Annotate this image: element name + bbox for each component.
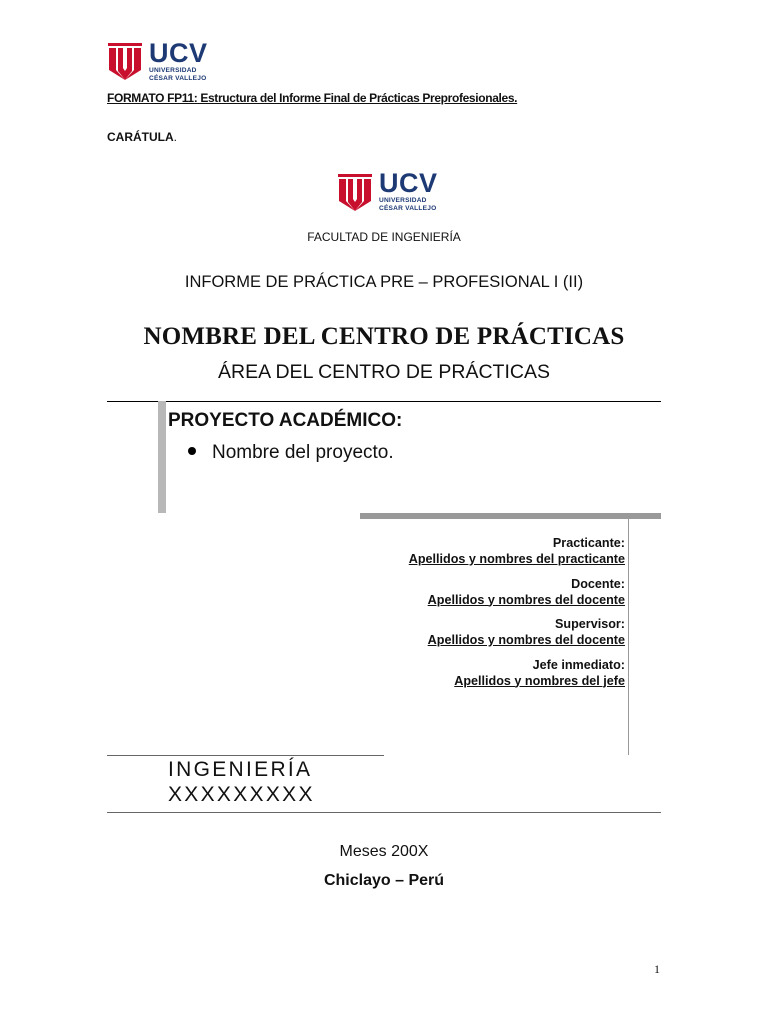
ucv-logo-wordmark: UCV UNIVERSIDAD CÉSAR VALLEJO [149,38,208,82]
format-title: FORMATO FP11: Estructura del Informe Final de Prácticas Preprofesionales. [107,91,518,105]
role-person: Apellidos y nombres del practicante [408,552,625,566]
divider-career-top [107,755,384,756]
ucv-shield-icon [337,170,373,214]
divider-top [107,401,661,402]
practice-center-area: ÁREA DEL CENTRO DE PRÁCTICAS [218,361,550,383]
role-label: Practicante: [552,536,625,550]
role-supervisor [360,616,625,648]
project-name: Nombre del proyecto. [212,442,394,463]
faculty-name: FACULTAD DE INGENIERÍA [307,230,461,244]
role-practicante [360,535,625,567]
ucv-logo-top [107,40,217,82]
page-number: 1 [654,962,660,976]
report-title: INFORME DE PRÁCTICA PRE – PROFESIONAL I (II) [184,273,584,291]
role-jefe-inmediato [360,657,625,689]
location-line: Chiclayo – Perú [323,872,445,889]
project-accent-bar [158,401,166,513]
career-name: INGENIERÍA XXXXXXXXX [168,758,315,806]
roles-block [360,535,625,697]
ucv-shield-icon [107,40,143,82]
ucv-logo-wordmark: UCV UNIVERSIDAD CÉSAR VALLEJO [379,168,438,212]
date-line: Meses 200X [339,843,429,860]
roles-divider-vertical [628,519,629,755]
divider-career-bottom [107,812,661,813]
bullet-icon [188,447,196,455]
role-label: Docente: [571,576,625,591]
project-heading: PROYECTO ACADÉMICO: [168,410,403,431]
caratula-label: CARÁTULA. [107,130,177,144]
role-person: Apellidos y nombres del jefe [454,673,625,688]
role-label: Supervisor: [555,617,625,631]
project-list-item [188,442,394,464]
practice-center-name: NOMBRE DEL CENTRO DE PRÁCTICAS [143,323,625,350]
role-docente [360,576,625,608]
role-person: Apellidos y nombres del docente [427,633,625,647]
role-person: Apellidos y nombres del docente [427,592,625,607]
roles-accent-bar [360,513,661,519]
role-label: Jefe inmediato: [532,657,625,672]
ucv-logo-center [337,170,447,214]
